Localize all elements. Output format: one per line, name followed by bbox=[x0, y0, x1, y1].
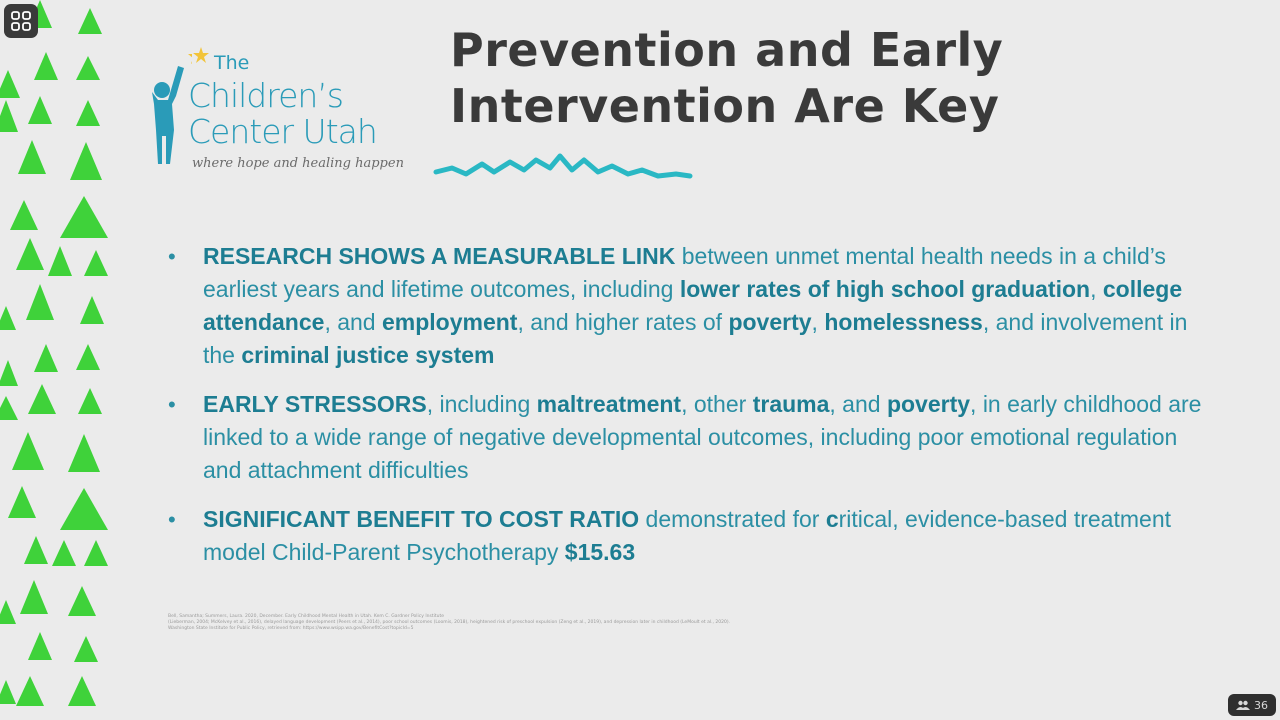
bullet-text: , including bbox=[426, 391, 537, 417]
bullet-text: , and involvement in the bbox=[203, 309, 1188, 368]
slide-title bbox=[450, 22, 1090, 134]
bullet-emphasis-text: employment bbox=[381, 309, 518, 335]
slide-title-line1: Prevention and Early bbox=[450, 23, 1004, 77]
participants-button[interactable] bbox=[1228, 694, 1276, 716]
bullet-text: ritical, evidence-based treatment model Child-Parent Psychotherapy bbox=[203, 506, 1171, 565]
bullet-text: , and bbox=[829, 391, 887, 417]
bullet-text: , and higher rates of bbox=[517, 309, 729, 335]
reference-line: (Lieberman, 2004; McKelvey et al., 2016), delayed language development (Peers et al., 2014), poor school outcomes (Loomis, 2018), heightened risk of preschool expulsion (Zeng et al., 2019), and depression later in childhood (LeMoult et al., 2020). bbox=[168, 620, 731, 625]
bullet-text: , other bbox=[681, 391, 753, 417]
bullet-item bbox=[168, 503, 1208, 569]
participant-count: 36 bbox=[1254, 698, 1268, 712]
bullet-emphasis-text: criminal justice system bbox=[241, 342, 495, 368]
reference-line: Washington State Institute for Public Policy, retrieved from: https://www.wsipp.wa.gov/BenefitCost?topicId=5 bbox=[168, 626, 414, 631]
bullet-list bbox=[168, 240, 1208, 585]
logo-name-line1: Children’s bbox=[188, 76, 343, 115]
bullet-emphasis-text: SIGNIFICANT BENEFIT TO COST RATIO bbox=[203, 506, 640, 532]
slide-title-line2: Intervention Are Key bbox=[450, 79, 1000, 133]
bullet-emphasis-text: poverty bbox=[886, 391, 971, 417]
bullet-emphasis-text: poverty bbox=[728, 309, 812, 335]
bullet-emphasis-text: $15.63 bbox=[564, 539, 636, 565]
green-triangle-decoration bbox=[0, 0, 120, 720]
logo-name bbox=[188, 78, 377, 150]
bullet-text: , and bbox=[324, 309, 382, 335]
bullet-dot-icon: • bbox=[168, 392, 176, 417]
bullet-emphasis-text: homelessness bbox=[824, 309, 983, 335]
reference-line: Bell, Samantha; Summers, Laura. 2020, December. Early Childhood Mental Health in Utah. Kem C. Gardner Policy Institute bbox=[168, 614, 445, 619]
bullet-emphasis-text: EARLY STRESSORS bbox=[203, 391, 427, 417]
bullet-item bbox=[168, 388, 1208, 487]
gallery-view-button[interactable] bbox=[4, 4, 38, 38]
bullet-emphasis-text: college attendance bbox=[203, 276, 1183, 335]
references-footnotes bbox=[168, 614, 1068, 632]
bullet-emphasis-text: maltreatment bbox=[536, 391, 682, 417]
child-figure-icon bbox=[148, 46, 192, 174]
bullet-text: between unmet mental health needs in a child’s earliest years and lifetime outcomes, including bbox=[203, 243, 1166, 302]
participants-icon bbox=[1236, 700, 1250, 710]
bullet-text: , bbox=[811, 309, 825, 335]
bullet-text: demonstrated for bbox=[639, 506, 826, 532]
logo-name-line2: Center Utah bbox=[188, 112, 377, 151]
bullet-emphasis-text: trauma bbox=[752, 391, 830, 417]
logo-the-text: The bbox=[214, 52, 250, 74]
logo-tagline: where hope and healing happen bbox=[192, 156, 404, 171]
bullet-emphasis-text: lower rates of high school graduation bbox=[679, 276, 1091, 302]
childrens-center-logo bbox=[148, 46, 418, 176]
bullet-emphasis-text: c bbox=[825, 506, 839, 532]
bullet-text: , bbox=[1090, 276, 1103, 302]
squiggle-underline-decoration bbox=[432, 148, 696, 188]
star-icon bbox=[192, 46, 210, 66]
bullet-dot-icon: • bbox=[168, 244, 176, 269]
bullet-item bbox=[168, 240, 1208, 372]
bullet-text: , in early childhood are linked to a wide range of negative developmental outcomes, including poor emotional regulation and attachment difficulties bbox=[203, 391, 1202, 483]
grid-icon bbox=[10, 10, 32, 32]
bullet-emphasis-text: RESEARCH SHOWS A MEASURABLE LINK bbox=[203, 243, 676, 269]
bullet-dot-icon: • bbox=[168, 507, 176, 532]
